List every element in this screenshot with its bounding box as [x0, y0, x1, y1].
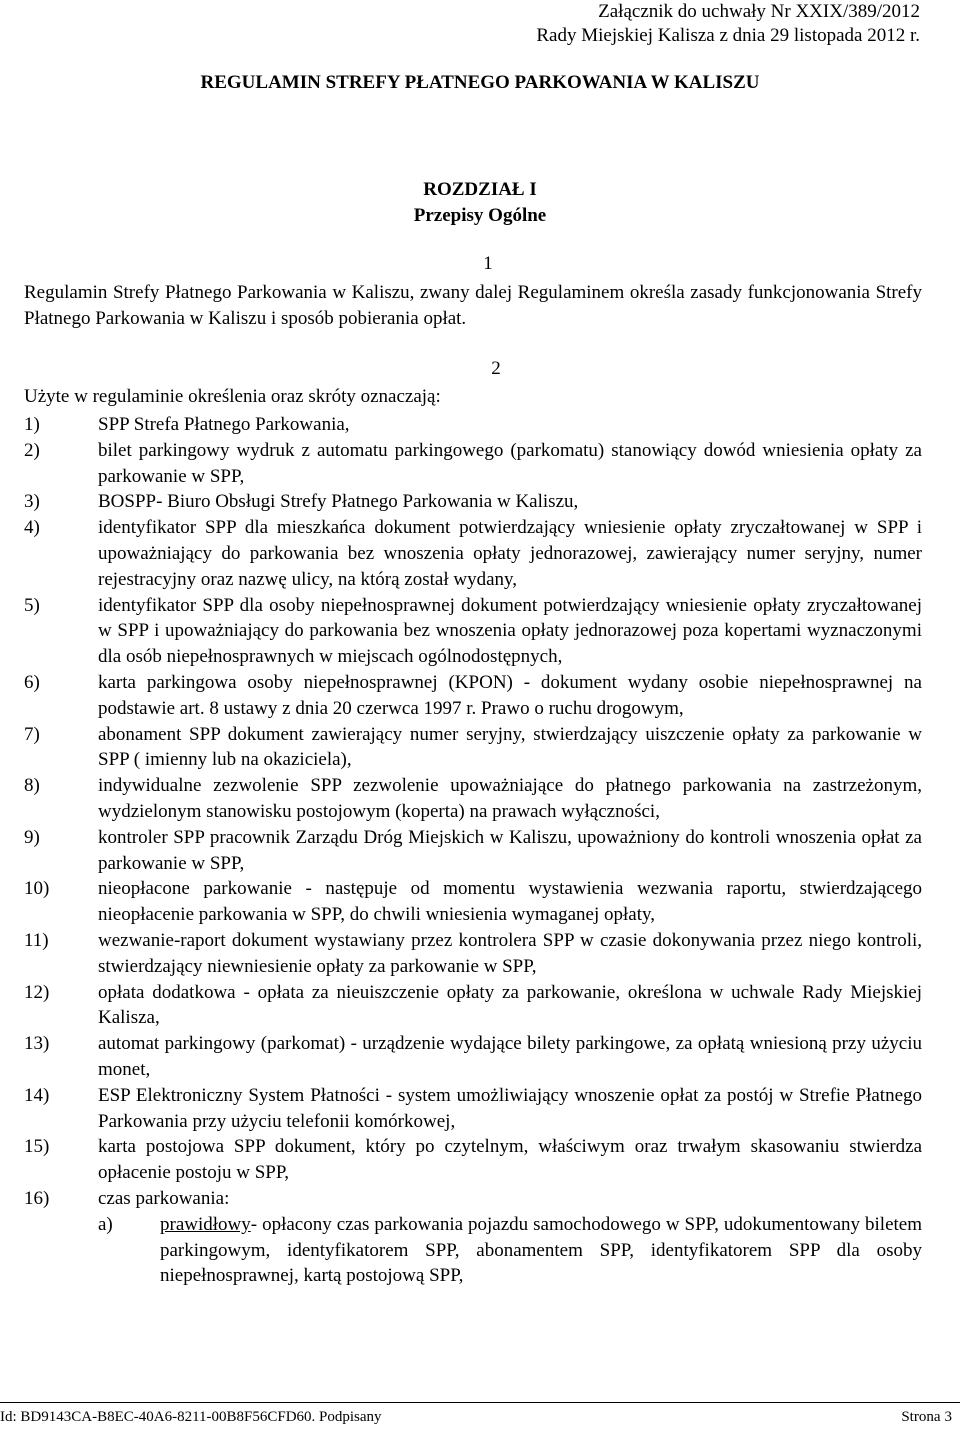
chapter-heading	[0, 177, 960, 229]
list-item	[24, 412, 922, 438]
item-text: opłata dodatkowa - opłata za nieuiszczenie opłaty za parkowanie, określona w uchwale Rady Miejskiej Kalisza,	[98, 981, 922, 1029]
sub-item-text	[160, 1212, 922, 1289]
item-text: czas parkowania:	[98, 1187, 230, 1209]
item-number: 8)	[24, 775, 40, 797]
item-text: identyfikator SPP dla mieszkańca dokument potwierdzający wniesienie opłaty zryczałtowanej w SPP i upoważniający do parkowania bez wnoszenia opłaty jednorazowej, zawierający numer seryjny, numer rejestracyjny oraz nazwę ulicy, na którą został wydany,	[98, 517, 922, 590]
sub-list-item	[98, 1212, 922, 1289]
section-intro: Użyte w regulaminie określenia oraz skróty oznaczają:	[24, 386, 441, 407]
list-item	[24, 1186, 922, 1212]
item-number: 15)	[24, 1136, 50, 1158]
item-number: 10)	[24, 878, 50, 900]
list-item	[24, 593, 922, 670]
list-item	[24, 1031, 922, 1083]
list-item	[24, 515, 922, 592]
item-number: 4)	[24, 517, 40, 539]
item-text: indywidualne zezwolenie SPP zezwolenie upoważniające do płatnego parkowania na zastrzeżonym, wydzielonym stanowisku postojowym (koperta) na prawach wyłączności,	[98, 775, 922, 822]
item-text: karta postojowa SPP dokument, który po czytelnym, właściwym oraz trwałym skasowaniu stwierdza opłacenie postoju w SPP,	[98, 1136, 922, 1184]
chapter-subheading: Przepisy Ogólne	[413, 205, 547, 226]
list-item	[24, 438, 922, 490]
section-number: 1	[483, 253, 493, 274]
item-text: wezwanie-raport dokument wystawiany przez kontrolera SPP w czasie dokonywania przez niego kontroli, stwierdzający niewniesienie opłaty za parkowanie w SPP,	[98, 929, 922, 977]
header-line-1: Załącznik do uchwały Nr XXIX/389/2012	[598, 1, 920, 22]
sub-item-description: - opłacony czas parkowania pojazdu samochodowego w SPP, udokumentowany biletem parkingowym, identyfikatorem SPP, abonamentem SPP, identyfikatorem SPP dla osoby niepełnosprawnej, kartą postojową SPP,	[160, 1213, 922, 1287]
item-number: 6)	[24, 671, 40, 693]
item-text: identyfikator SPP dla osoby niepełnosprawnej dokument potwierdzający wniesienie opłaty zryczałtowanej w SPP i upoważniający do parkowania bez wnoszenia opłaty jednorazowej poza kopertami wyznaczonymi dla osób niepełnosprawnych w miejscach ogólnodostępnych,	[98, 594, 922, 668]
list-item	[24, 722, 922, 774]
sub-item-term: prawidłowy	[160, 1213, 251, 1235]
document-header	[536, 0, 920, 48]
item-text: BOSPP- Biuro Obsługi Strefy Płatnego Parkowania w Kaliszu,	[98, 491, 579, 513]
item-text: SPP Strefa Płatnego Parkowania,	[98, 414, 350, 435]
list-item	[24, 980, 922, 1032]
item-number: 11)	[24, 929, 49, 951]
item-text: ESP Elektroniczny System Płatności - system umożliwiający wnoszenie opłat za postój w Strefie Płatnego Parkowania przy użyciu telefonii komórkowej,	[98, 1084, 922, 1132]
chapter-number: ROZDZIAŁ I	[423, 179, 537, 200]
page-label: Strona	[901, 1409, 941, 1425]
item-text: nieopłacone parkowanie - następuje od momentu wystawienia wezwania raportu, stwierdzającego nieopłacenie parkowania w SPP, do chwili wniesienia wymaganej opłaty,	[98, 878, 922, 926]
section-number: 2	[491, 358, 501, 379]
definitions-list	[24, 412, 922, 1289]
header-line-2: Rady Miejskiej Kalisza z dnia 29 listopada 2012 r.	[536, 25, 920, 46]
section-text: Regulamin Strefy Płatnego Parkowania w Kaliszu, zwany dalej Regulaminem określa zasady funkcjonowania Strefy Płatnego Parkowania w Kaliszu i sposób pobierania opłat.	[24, 282, 922, 329]
sub-item-number: a)	[98, 1213, 113, 1235]
list-item	[24, 1134, 922, 1186]
item-number: 3)	[24, 491, 40, 513]
item-number: 13)	[24, 1033, 50, 1055]
item-number: 14)	[24, 1084, 50, 1106]
item-text: automat parkingowy (parkomat) - urządzenie wydające bilety parkingowe, za opłatą wniesioną przy użyciu monet,	[98, 1033, 922, 1080]
page-footer	[0, 1409, 952, 1426]
item-number: 12)	[24, 981, 50, 1003]
document-title: REGULAMIN STREFY PŁATNEGO PARKOWANIA W KALISZU	[200, 72, 760, 93]
page-number: 3	[944, 1409, 952, 1425]
item-number: 9)	[24, 826, 40, 848]
list-item	[24, 1083, 922, 1135]
list-item	[24, 670, 922, 722]
item-text: bilet parkingowy wydruk z automatu parkingowego (parkomatu) stanowiący dowód wniesienia opłaty za parkowanie w SPP,	[98, 439, 922, 487]
document-id: Id: BD9143CA-B8EC-40A6-8211-00B8F56CFD60. Podpisany	[0, 1409, 382, 1425]
item-text: karta parkingowa osoby niepełnosprawnej (KPON) - dokument wydany osobie niepełnosprawnej na podstawie art. 8 ustawy z dnia 20 czerwca 1997 r. Prawo o ruchu drogowym,	[98, 671, 922, 719]
item-number: 5)	[24, 594, 40, 616]
item-number: 1)	[24, 414, 40, 435]
page-indicator	[897, 1409, 952, 1426]
list-item	[24, 825, 922, 877]
list-item	[24, 928, 922, 980]
item-number: 2)	[24, 439, 40, 461]
item-number: 7)	[24, 723, 40, 745]
list-item	[24, 773, 922, 825]
item-text: abonament SPP dokument zawierający numer seryjny, stwierdzający uiszczenie opłaty za parkowanie w SPP ( imienny lub na okaziciela),	[98, 723, 922, 771]
footer-divider	[0, 1402, 960, 1403]
item-text: kontroler SPP pracownik Zarządu Dróg Miejskich w Kaliszu, upoważniony do kontroli wnoszenia opłat za parkowanie w SPP,	[98, 826, 922, 874]
list-item	[24, 876, 922, 928]
item-number: 16)	[24, 1187, 50, 1209]
list-item	[24, 489, 922, 515]
